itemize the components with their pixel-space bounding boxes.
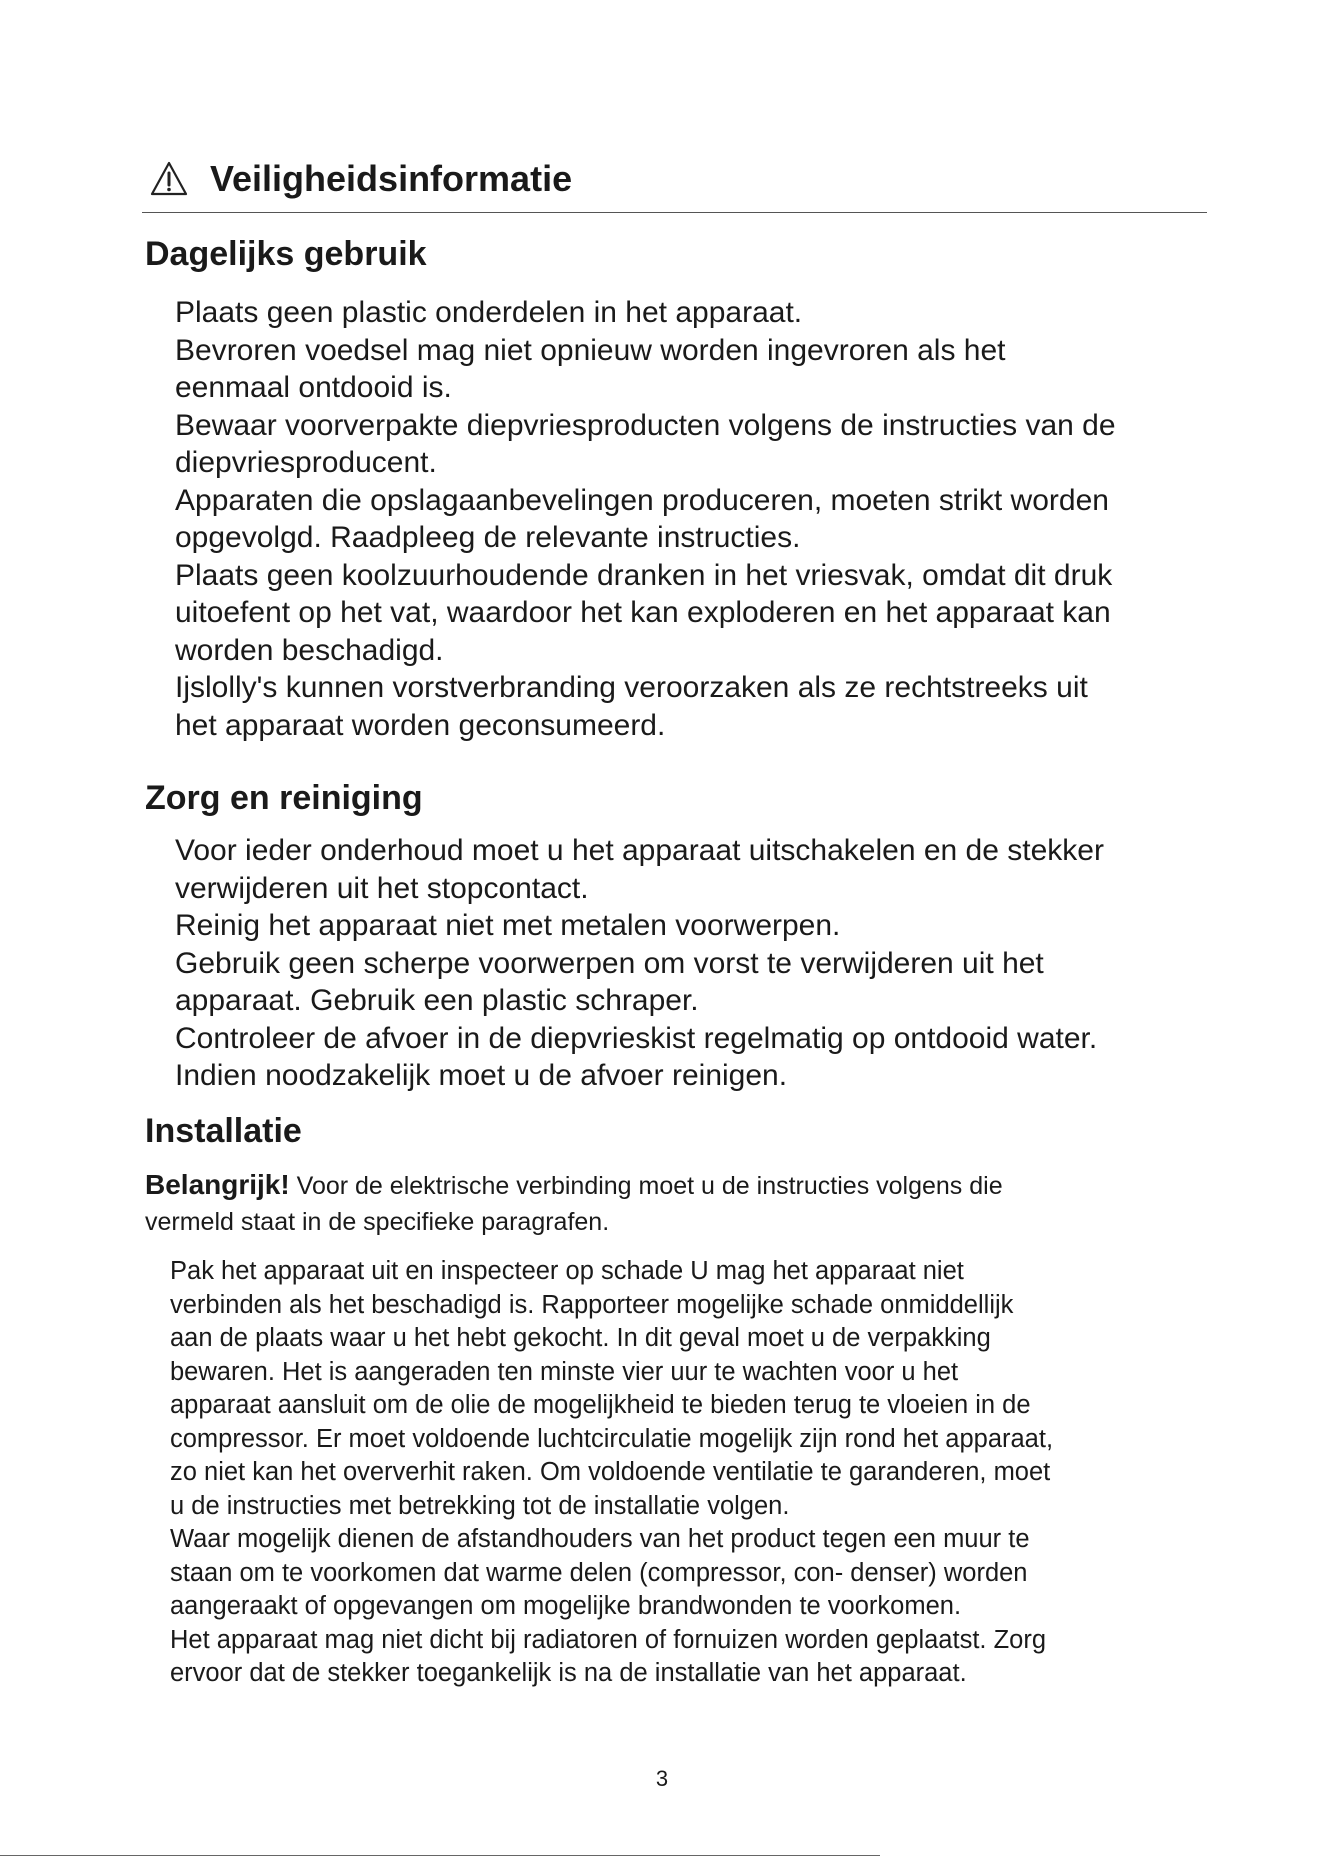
installation-text xyxy=(170,1255,1053,1691)
text-line: Ijslolly's kunnen vorstverbranding veroorzaken als ze rechtstreeks uit xyxy=(175,671,1088,704)
heading-care-cleaning: Zorg en reiniging xyxy=(145,779,423,817)
text-line: Reinig het apparaat niet met metalen voorwerpen. xyxy=(175,909,841,942)
text-line: compressor. Er moet voldoende luchtcirculatie mogelijk zijn rond het apparaat, xyxy=(170,1424,1054,1453)
text-line: aangeraakt of opgevangen om mogelijke brandwonden te voorkomen. xyxy=(170,1592,962,1620)
text-line: eenmaal ontdooid is. xyxy=(175,371,452,404)
important-text: Voor de elektrische verbinding moet u de instructies volgens die xyxy=(296,1172,1003,1200)
title-divider xyxy=(142,212,1207,213)
text-line: bewaren. Het is aangeraden ten minste vier uur te wachten voor u het xyxy=(170,1357,959,1386)
important-label: Belangrijk! xyxy=(145,1169,290,1200)
text-line: Bewaar voorverpakte diepvriesproducten volgens de instructies van de xyxy=(175,408,1116,442)
important-text: vermeld staat in de specifieke paragrafen. xyxy=(145,1208,610,1236)
warning-triangle-icon xyxy=(150,161,188,197)
text-line: verwijderen uit het stopcontact. xyxy=(175,871,589,905)
text-line: aan de plaats waar u het hebt gekocht. In dit geval moet u de verpakking xyxy=(170,1324,991,1352)
text-line: Bevroren voedsel mag niet opnieuw worden ingevroren als het xyxy=(175,333,1006,367)
text-line: Controleer de afvoer in de diepvrieskist regelmatig op ontdooid water. xyxy=(175,1021,1098,1055)
text-line: het apparaat worden geconsumeerd. xyxy=(175,708,666,742)
text-line: apparaat. Gebruik een plastic schraper. xyxy=(175,984,699,1017)
text-line: Het apparaat mag niet dicht bij radiatoren of fornuizen worden geplaatst. Zorg xyxy=(170,1625,1047,1654)
text-line: diepvriesproducent. xyxy=(175,446,437,479)
text-line: Plaats geen plastic onderdelen in het apparaat. xyxy=(175,296,803,329)
heading-daily-use: Dagelijks gebruik xyxy=(145,235,427,273)
title-row xyxy=(150,158,572,200)
page-number: 3 xyxy=(655,1766,669,1791)
text-line: Pak het apparaat uit en inspecteer op schade U mag het apparaat niet xyxy=(170,1257,964,1285)
text-line: Waar mogelijk dienen de afstandhouders van het product tegen een muur te xyxy=(170,1525,1030,1553)
text-line: verbinden als het beschadigd is. Rapporteer mogelijke schade onmiddellijk xyxy=(170,1290,1014,1319)
daily-use-text xyxy=(175,294,1116,744)
text-line: Indien noodzakelijk moet u de afvoer reinigen. xyxy=(175,1059,788,1092)
text-line: Apparaten die opslagaanbevelingen produceren, moeten strikt worden xyxy=(175,483,1109,517)
text-line: Plaats geen koolzuurhoudende dranken in het vriesvak, omdat dit druk xyxy=(175,558,1113,592)
text-line: worden beschadigd. xyxy=(175,633,444,667)
text-line: zo niet kan het oververhit raken. Om voldoende ventilatie te garanderen, moet xyxy=(170,1458,1051,1486)
care-cleaning-text xyxy=(175,832,1104,1095)
text-line: u de instructies met betrekking tot de installatie volgen. xyxy=(170,1491,790,1520)
text-line: staan om te voorkomen dat warme delen (compressor, con- denser) worden xyxy=(170,1558,1028,1587)
text-line: ervoor dat de stekker toegankelijk is na de installatie van het apparaat. xyxy=(170,1659,967,1687)
page-title: Veiligheidsinformatie xyxy=(210,158,573,199)
text-line: Voor ieder onderhoud moet u het apparaat uitschakelen en de stekker xyxy=(175,834,1104,867)
footer-divider xyxy=(0,1855,880,1856)
text-line: uitoefent op het vat, waardoor het kan exploderen en het apparaat kan xyxy=(175,596,1111,629)
text-line: opgevolgd. Raadpleeg de relevante instructies. xyxy=(175,521,801,554)
text-line: Gebruik geen scherpe voorwerpen om vorst te verwijderen uit het xyxy=(175,946,1044,980)
text-line: apparaat aansluit om de olie de mogelijkheid te bieden terug te vloeien in de xyxy=(170,1391,1031,1419)
important-note xyxy=(145,1167,1003,1240)
heading-installation: Installatie xyxy=(145,1112,302,1150)
